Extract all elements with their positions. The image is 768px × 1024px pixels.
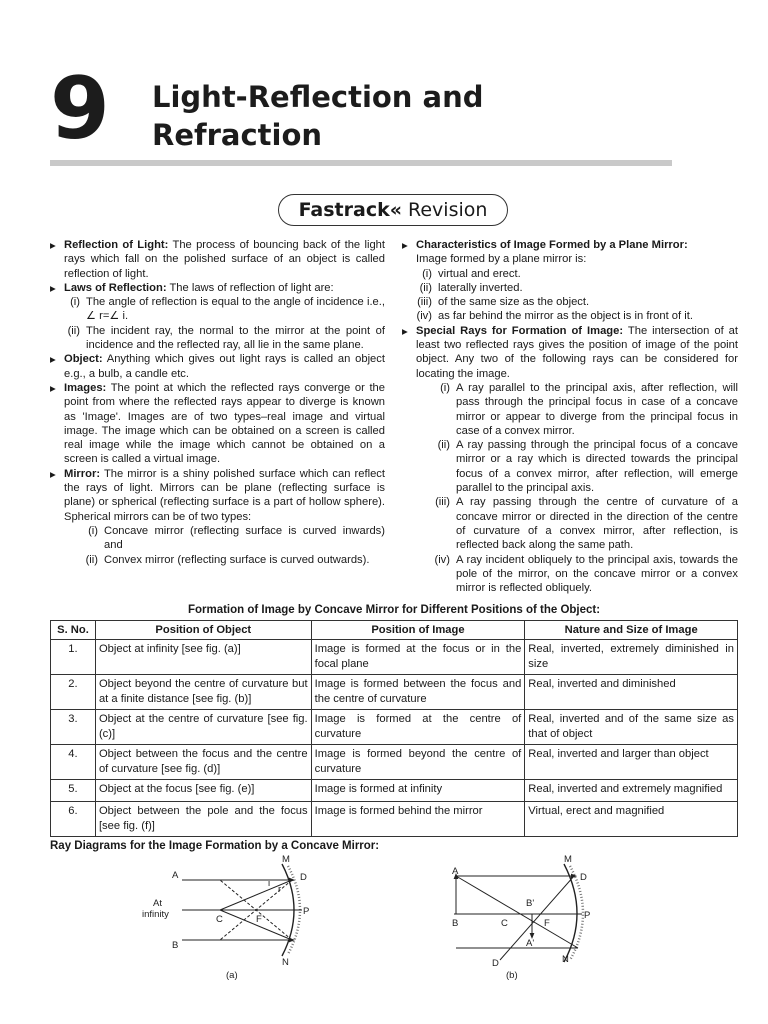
table-cell: Object between the focus and the centre of curvature [see fig. (d)] [95,745,311,780]
label-D-a: D [300,872,307,883]
double-chevron-icon: « [389,199,403,221]
table-cell: 2. [51,675,96,710]
table-cell: Real, inverted, extremely diminished in size [525,640,738,675]
law-item: (ii) The incident ray, the normal to the mirror at the point of incidence and the reflected ray, all lie in the same plane. [67,324,385,352]
special-ray-item: (ii) A ray passing through the principal focus of a concave mirror or a ray which is directed towards the principal focus of a convex mirror, after reflection, will emerge parallel to the principal axis. [437,439,738,495]
mirror-type-item: (ii) Convex mirror (reflecting surface is curved outwards). [85,553,370,566]
label-N-b: N [562,954,569,965]
table-cell: Image is formed at infinity [311,780,525,802]
label-N-a: N [282,957,289,968]
plane-mirror-intro: Image formed by a plane mirror is: [416,253,587,266]
label-D-top-b: D [580,872,587,883]
label-r-a: r [278,884,282,895]
reflected-ray-b [500,876,574,960]
special-rays-point: ▶ Special Rays for Formation of Image: The intersection of at least two reflected rays gives the position of image of the point object. Any two of the following rays can be considered for locating the image. [402,324,738,381]
ray-diagram-b [454,864,583,962]
column-header: S. No. [51,621,96,640]
label-C-b: C [501,918,508,929]
mirror-type-item: (i) Concave mirror (reflecting surface is curved inwards) and [88,524,385,552]
label-B-b: B [452,918,459,929]
table-cell: Image is formed at the centre of curvature [311,710,525,745]
badge-regular-text: Revision [408,199,488,221]
column-header: Position of Image [311,621,525,640]
table-cell: Image is formed at the focus or in the focal plane [311,640,525,675]
label-A1-b: A' [526,938,535,949]
label-P-a: P [303,906,310,917]
reflection-of-light-point: ▶ Reflection of Light: The process of bouncing back of the light rays which fall on the polished surface of an object is called reflection of light. [50,238,385,281]
table-cell: 3. [51,710,96,745]
label-A-a: A [172,870,179,881]
label-B-a: B [172,940,179,951]
table-cell: Real, inverted and extremely magnified [525,780,738,802]
table-cell: Image is formed behind the mirror [311,802,525,837]
law-item: (i) The angle of reflection is equal to the angle of incidence i.e., ∠ r=∠ i. [70,296,385,323]
special-ray-item: (i) A ray parallel to the principal axis, after reflection, will pass through the principal focus in case of a concave mirror or appear to diverge from the principal focus in case of a convex mirror. [440,381,738,437]
badge-bold-text: Fastrack« [298,199,403,221]
table-cell: 5. [51,780,96,802]
special-ray-item: (iv) A ray incident obliquely to the principal axis, towards the pole of the mirror, on the concave mirror or a convex mirror is reflected obliquely. [434,553,738,595]
images-point: ▶ Images: The point at which the reflected rays converge or the point from where the reflected rays appear to diverge is known as 'Image'. Images are of two types–real image and virtual image. The image which can be obtained on a screen is called real image while the image which cannot be obtained on a screen is called a virtual image. [50,381,385,467]
table-cell: Image is formed beyond the centre of curvature [311,745,525,780]
label-infinity-a: infinity [142,909,169,920]
characteristic-item: (iii) of the same size as the object. [417,296,590,309]
characteristic-item: (iv) as far behind the mirror as the object is in front of it. [416,310,693,323]
column-header: Position of Object [95,621,311,640]
table-cell: Object at the centre of curvature [see fig. (c)] [95,710,311,745]
table-cell: 6. [51,802,96,837]
column-header: Nature and Size of Image [525,621,738,640]
chapter-number: 9 [50,59,110,159]
table-cell: Object at the focus [see fig. (e)] [95,780,311,802]
object-point: ▶ Object: Anything which gives out light rays is called an object e.g., a bulb, a candle etc. [50,352,385,381]
table-cell: Real, inverted and of the same size as that of object [525,710,738,745]
label-F-b: F [544,918,550,929]
label-M-a: M [282,854,290,865]
normal-line-a [220,880,292,910]
chapter-title-line1: Light-Reflection and [152,80,484,114]
table-cell: 4. [51,745,96,780]
table-cell: Virtual, erect and magnified [525,802,738,837]
special-ray-item: (iii) A ray passing through the centre of curvature of a concave mirror or directed in the direction of the centre of curvature of a convex mirror, after reflection, is reflected back along the same path. [435,496,738,552]
characteristic-item: (ii) laterally inverted. [419,281,523,294]
label-at-a: At [153,898,162,909]
label-i-a: i [268,878,271,889]
table-cell: Image is formed between the focus and the centre of curvature [311,675,525,710]
table-cell: Object beyond the centre of curvature but at a finite distance [see fig. (b)] [95,675,311,710]
label-M-b: M [564,854,572,865]
chapter-title-line2: Refraction [152,118,323,152]
label-F-a: F [256,914,262,925]
label-A-b: A [452,866,459,877]
table-title: Formation of Image by Concave Mirror for Different Positions of the Object: [187,604,601,616]
label-D-bot-b: D [492,958,499,969]
laws-of-reflection-point: ▶ Laws of Reflection: The laws of reflection of light are: [50,281,385,295]
caption-a: (a) [226,970,238,981]
mirror-point: ▶ Mirror: The mirror is a shiny polished surface which can reflect the rays of light. Mirrors can be plane (reflecting surface is plane) or spherical (reflecting surface is a part of hollow sphere). Spherical mirrors can be of two types: [50,467,385,524]
label-C-a: C [216,914,223,925]
label-B1-b: B' [526,898,535,909]
table-cell: 1. [51,640,96,675]
table-cell: Real, inverted and diminished [525,675,738,710]
table-cell: Real, inverted and larger than object [525,745,738,780]
ray-diagram-a [182,864,302,956]
ray-diagrams-title: Ray Diagrams for the Image Formation by a Concave Mirror: [50,840,380,852]
table-cell: Object at infinity [see fig. (a)] [95,640,311,675]
table-cell: Object between the pole and the focus [see fig. (f)] [95,802,311,837]
caption-b: (b) [506,970,518,981]
label-P-b: P [584,910,591,921]
characteristic-item: (i) virtual and erect. [422,267,521,280]
incident-ray-b [456,876,578,948]
plane-mirror-characteristics-point: ▶ Characteristics of Image Formed by a Plane Mirror: [402,238,738,252]
